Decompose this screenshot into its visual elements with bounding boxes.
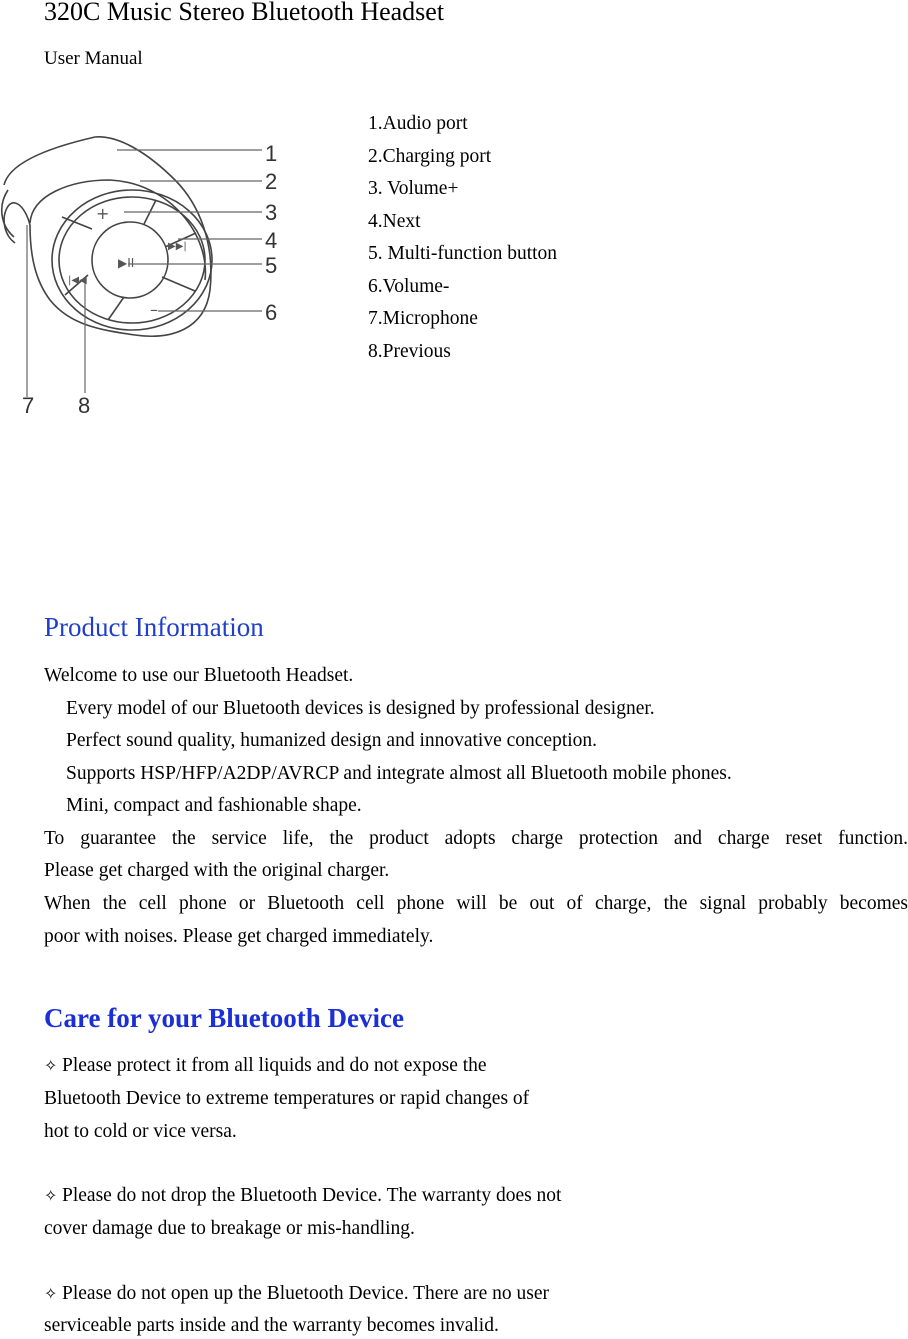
parts-list-item: 5. Multi-function button: [368, 243, 558, 264]
care-tip-3-line2: serviceable parts inside and the warranty becomes invalid.: [44, 1315, 499, 1336]
parts-list-item: 4.Next: [368, 210, 421, 232]
parts-list-item: 3. Volume+: [368, 178, 459, 199]
care-tip-3-line1: [44, 1281, 549, 1307]
callout-4: 4: [265, 228, 278, 253]
care-tip-text: Please do not open up the Bluetooth Device. There are no user: [62, 1283, 549, 1304]
signal-text-line2: poor with noises. Please get charged immediately.: [44, 926, 434, 947]
headset-body-outline: [4, 137, 211, 336]
care-tip-2-line2: cover damage due to breakage or mis-handling.: [44, 1218, 415, 1239]
volume-up-glyph: +: [96, 204, 110, 223]
callout-7: 7: [22, 393, 35, 418]
parts-list-item: 1.Audio port: [368, 113, 468, 134]
sparkle-bullet-icon: ✧: [44, 1056, 58, 1075]
document-title: 320C Music Stereo Bluetooth Headset: [44, 0, 445, 26]
callout-1: 1: [265, 141, 278, 166]
callout-3: 3: [265, 200, 278, 225]
care-tip-text: Please do not drop the Bluetooth Device. The warranty does not: [62, 1185, 562, 1206]
document-subtitle: User Manual: [44, 48, 143, 69]
headset-device-diagram: [0, 125, 300, 425]
product-information-heading: Product Information: [44, 612, 264, 642]
parts-list-item: 6.Volume-: [368, 275, 450, 297]
next-glyph: ▶▶|: [168, 241, 187, 252]
callout-8: 8: [78, 393, 91, 418]
welcome-text: Welcome to use our Bluetooth Headset.: [44, 665, 354, 686]
care-tip-1-line2: Bluetooth Device to extreme temperatures or rapid changes of: [44, 1088, 530, 1109]
sparkle-bullet-icon: ✧: [44, 1186, 58, 1205]
callout-2: 2: [265, 169, 278, 194]
callout-5: 5: [265, 253, 278, 278]
care-tip-2-line1: [44, 1183, 561, 1209]
callout-6: 6: [265, 300, 278, 325]
feature-line: Every model of our Bluetooth devices is designed by professional designer.: [66, 698, 655, 719]
parts-list-item: 8.Previous: [368, 340, 451, 362]
feature-line: Supports HSP/HFP/A2DP/AVRCP and integrate almost all Bluetooth mobile phones.: [66, 763, 732, 784]
sparkle-bullet-icon: ✧: [44, 1284, 58, 1303]
parts-list-item: 7.Microphone: [368, 308, 478, 329]
guarantee-text-line1: To guarantee the service life, the product adopts charge protection and charge reset function.: [44, 828, 908, 849]
care-tip-1-line3: hot to cold or vice versa.: [44, 1121, 237, 1142]
parts-list-item: 2.Charging port: [368, 145, 492, 167]
care-tip-text: Please protect it from all liquids and do not expose the: [62, 1055, 487, 1076]
parts-list: [368, 110, 557, 370]
play-glyph: ▶II: [118, 256, 135, 270]
earhook-outline: [2, 190, 14, 237]
guarantee-text-line2: Please get charged with the original charger.: [44, 860, 390, 881]
previous-glyph: |◀◀: [68, 275, 87, 286]
feature-line: Perfect sound quality, humanized design and innovative conception.: [66, 730, 598, 751]
care-heading: Care for your Bluetooth Device: [44, 1003, 404, 1033]
volume-down-glyph: –: [150, 300, 158, 319]
signal-text-line1: When the cell phone or Bluetooth cell phone will be out of charge, the signal probably becomes: [44, 893, 908, 914]
feature-line: Mini, compact and fashionable shape.: [66, 795, 362, 816]
care-tip-1-line1: [44, 1053, 487, 1079]
